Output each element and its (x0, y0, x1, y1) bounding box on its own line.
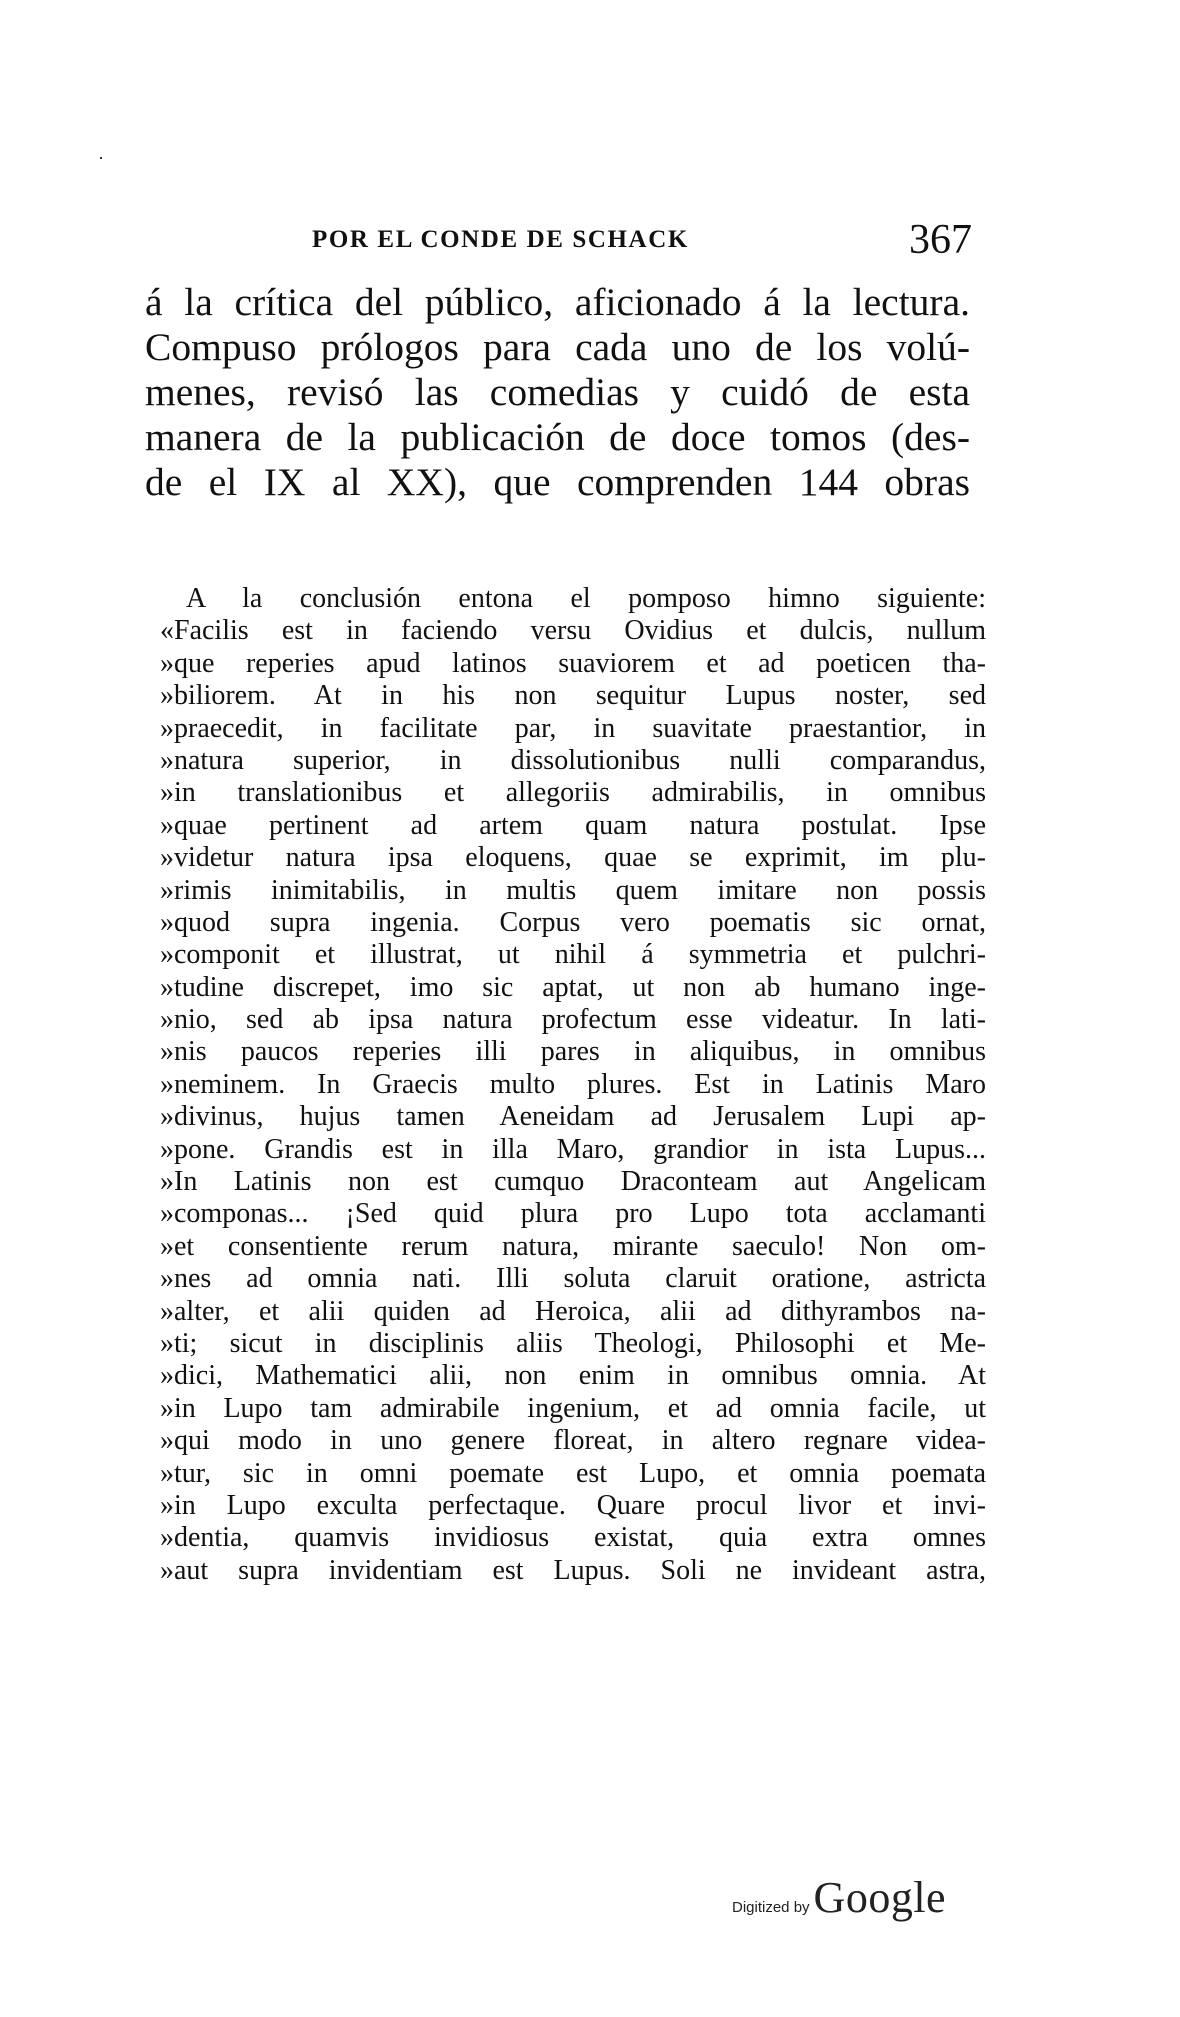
scan-speck (100, 157, 102, 159)
quote-line: »aut supra invidentiam est Lupus. Soli ne invideant astra, (160, 1554, 986, 1586)
quote-line: »in translationibus et allegoriis admirabilis, in omnibus (160, 777, 986, 809)
quote-line: »praecedit, in facilitate par, in suavitate praestantior, in (160, 712, 986, 744)
body-paragraph (145, 280, 970, 505)
body-line: menes, revisó las comedias y cuidó de esta (145, 370, 970, 414)
quote-line: »quod supra ingenia. Corpus vero poematis sic ornat, (160, 906, 986, 938)
quote-line: »natura superior, in dissolutionibus nulli comparandus, (160, 744, 986, 776)
quote-line: »dici, Mathematici alii, non enim in omnibus omnia. At (160, 1360, 986, 1392)
running-title: POR EL CONDE DE SCHACK (312, 226, 689, 253)
quote-line: »nio, sed ab ipsa natura profectum esse videatur. In lati- (160, 1004, 986, 1036)
quote-line: »rimis inimitabilis, in multis quem imitare non possis (160, 874, 986, 906)
body-line: Compuso prólogos para cada uno de los volú- (145, 325, 970, 369)
body-line: de el IX al XX), que comprenden 144 obras (145, 460, 970, 504)
quote-line: »componas... ¡Sed quid plura pro Lupo tota acclamanti (160, 1198, 986, 1230)
quote-intro-line: A la conclusión entona el pomposo himno siguiente: (186, 583, 986, 614)
quote-line: »nes ad omnia nati. Illi soluta claruit oratione, astricta (160, 1263, 986, 1295)
quote-line: »in Lupo exculta perfectaque. Quare procul livor et invi- (160, 1489, 986, 1521)
google-logo: Google (813, 1873, 947, 1922)
quote-line: »neminem. In Graecis multo plures. Est in Latinis Maro (160, 1068, 986, 1100)
quote-line: »que reperies apud latinos suaviorem et ad poeticen tha- (160, 647, 986, 679)
quote-line: »tur, sic in omni poemate est Lupo, et omnia poemata (160, 1457, 986, 1489)
body-line: á la crítica del público, aficionado á la lectura. (145, 280, 970, 324)
quote-line: »videtur natura ipsa eloquens, quae se exprimit, im plu- (160, 842, 986, 874)
quote-line: »componit et illustrat, ut nihil á symmetria et pulchri- (160, 939, 986, 971)
quote-line: »dentia, quamvis invidiosus existat, quia extra omnes (160, 1522, 986, 1554)
quote-line: »biliorem. At in his non sequitur Lupus noster, sed (160, 680, 986, 712)
quote-line: »pone. Grandis est in illa Maro, grandior in ista Lupus... (160, 1133, 986, 1165)
quote-line: »in Lupo tam admirabile ingenium, et ad omnia facile, ut (160, 1392, 986, 1424)
quote-line: »divinus, hujus tamen Aeneidam ad Jerusalem Lupi ap- (160, 1101, 986, 1133)
running-head (312, 217, 972, 266)
quote-line: »alter, et alii quiden ad Heroica, alii ad dithyrambos na- (160, 1295, 986, 1327)
latin-quote-block (160, 583, 986, 1587)
digitized-label: Digitized by (732, 1899, 810, 1916)
quote-line: »et consentiente rerum natura, mirante saeculo! Non om- (160, 1230, 986, 1262)
quote-line: «Facilis est in faciendo versu Ovidius et dulcis, nullum (160, 615, 986, 647)
quote-line: »tudine discrepet, imo sic aptat, ut non ab humano inge- (160, 971, 986, 1003)
page-number: 367 (909, 217, 972, 263)
quote-line: »qui modo in uno genere floreat, in altero regnare videa- (160, 1425, 986, 1457)
body-line: manera de la publicación de doce tomos (des- (145, 415, 970, 459)
digitized-by-google-watermark (732, 1872, 946, 1932)
quote-line: »quae pertinent ad artem quam natura postulat. Ipse (160, 809, 986, 841)
quote-line: »In Latinis non est cumquo Draconteam aut Angelicam (160, 1166, 986, 1198)
quote-line: »ti; sicut in disciplinis aliis Theologi, Philosophi et Me- (160, 1327, 986, 1359)
quote-line: »nis paucos reperies illi pares in aliquibus, in omnibus (160, 1036, 986, 1068)
